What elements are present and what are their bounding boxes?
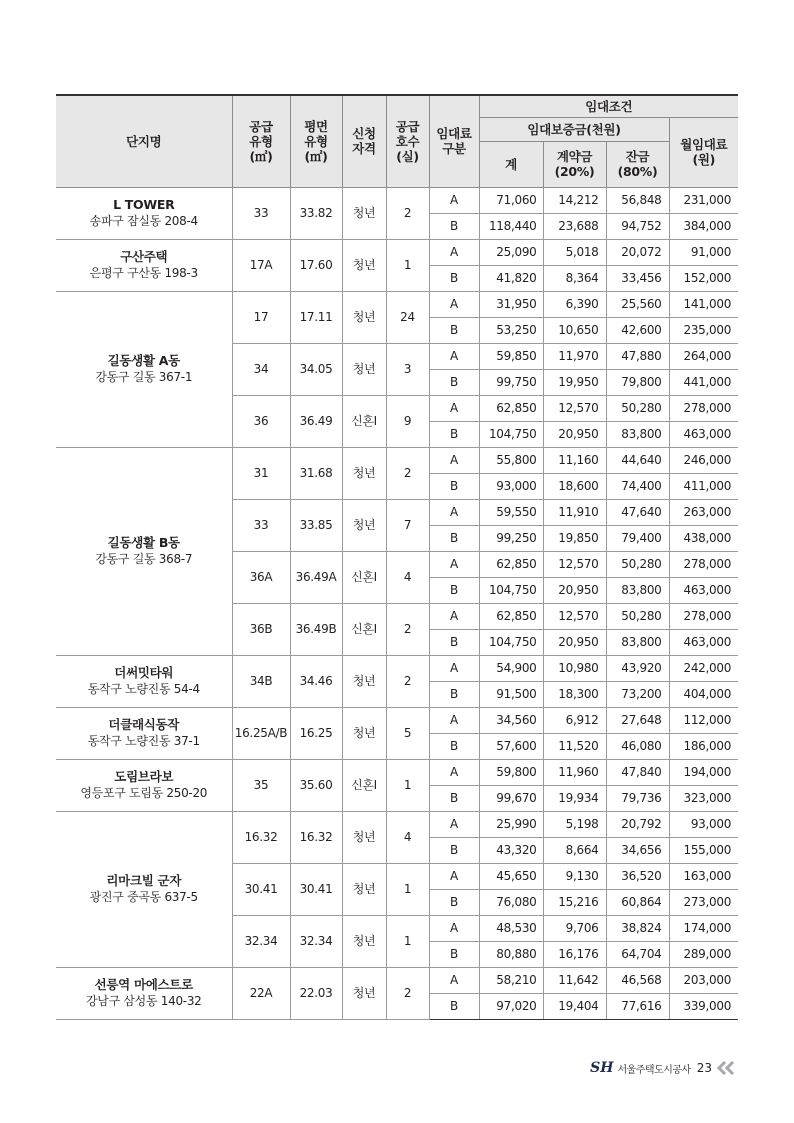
units-cell: 2 bbox=[386, 655, 429, 707]
balance-cell: 79,736 bbox=[606, 785, 669, 811]
deposit-total-cell: 57,600 bbox=[479, 733, 543, 759]
deposit-total-cell: 54,900 bbox=[479, 655, 543, 681]
monthly-rent-cell: 463,000 bbox=[669, 629, 738, 655]
deposit-total-cell: 62,850 bbox=[479, 395, 543, 421]
header-deposit-total: 계 bbox=[479, 141, 543, 187]
deposit-total-cell: 91,500 bbox=[479, 681, 543, 707]
supply-type-cell: 30.41 bbox=[232, 863, 290, 915]
complex-cell bbox=[56, 655, 232, 707]
header-monthly-rent: 월임대료 (원) bbox=[669, 117, 738, 187]
contract-cell: 6,390 bbox=[543, 291, 606, 317]
rental-conditions-table bbox=[56, 94, 738, 1020]
units-cell: 2 bbox=[386, 603, 429, 655]
contract-cell: 12,570 bbox=[543, 551, 606, 577]
rent-category-cell: B bbox=[429, 525, 479, 551]
org-name: 서울주택도시공사 bbox=[617, 1064, 691, 1076]
deposit-total-cell: 59,550 bbox=[479, 499, 543, 525]
contract-cell: 19,850 bbox=[543, 525, 606, 551]
rent-category-cell: B bbox=[429, 421, 479, 447]
balance-cell: 79,800 bbox=[606, 369, 669, 395]
rent-category-cell: B bbox=[429, 577, 479, 603]
contract-cell: 20,950 bbox=[543, 421, 606, 447]
balance-cell: 33,456 bbox=[606, 265, 669, 291]
monthly-rent-cell: 463,000 bbox=[669, 577, 738, 603]
deposit-total-cell: 59,800 bbox=[479, 759, 543, 785]
deposit-total-cell: 99,670 bbox=[479, 785, 543, 811]
complex-address: 동작구 노량진동 37-1 bbox=[87, 734, 200, 748]
qualification-cell: 청년 bbox=[342, 447, 386, 499]
supply-type-cell: 35 bbox=[232, 759, 290, 811]
monthly-rent-cell: 463,000 bbox=[669, 421, 738, 447]
qualification-cell: 신혼Ⅰ bbox=[342, 759, 386, 811]
supply-type-cell: 36B bbox=[232, 603, 290, 655]
complex-address: 강동구 길동 367-1 bbox=[95, 370, 193, 384]
balance-cell: 77,616 bbox=[606, 993, 669, 1019]
balance-cell: 83,800 bbox=[606, 629, 669, 655]
supply-type-cell: 16.25A/B bbox=[232, 707, 290, 759]
contract-cell: 9,130 bbox=[543, 863, 606, 889]
balance-cell: 20,072 bbox=[606, 239, 669, 265]
deposit-total-cell: 104,750 bbox=[479, 629, 543, 655]
complex-name: 리마크빌 군자 bbox=[106, 873, 182, 888]
monthly-rent-cell: 339,000 bbox=[669, 993, 738, 1019]
monthly-rent-cell: 91,000 bbox=[669, 239, 738, 265]
contract-cell: 16,176 bbox=[543, 941, 606, 967]
deposit-total-cell: 25,090 bbox=[479, 239, 543, 265]
supply-type-cell: 31 bbox=[232, 447, 290, 499]
rent-category-cell: B bbox=[429, 993, 479, 1019]
table-row bbox=[56, 967, 738, 993]
rent-category-cell: A bbox=[429, 655, 479, 681]
rent-category-cell: A bbox=[429, 499, 479, 525]
header-balance: 잔금 (80%) bbox=[606, 141, 669, 187]
page-footer bbox=[590, 1056, 738, 1080]
units-cell: 4 bbox=[386, 811, 429, 863]
monthly-rent-cell: 163,000 bbox=[669, 863, 738, 889]
balance-cell: 27,648 bbox=[606, 707, 669, 733]
area-type-cell: 16.32 bbox=[290, 811, 342, 863]
complex-name: L TOWER bbox=[113, 197, 175, 212]
contract-cell: 11,960 bbox=[543, 759, 606, 785]
qualification-cell: 청년 bbox=[342, 239, 386, 291]
supply-type-cell: 33 bbox=[232, 187, 290, 239]
balance-cell: 43,920 bbox=[606, 655, 669, 681]
rent-category-cell: A bbox=[429, 759, 479, 785]
deposit-total-cell: 99,750 bbox=[479, 369, 543, 395]
rent-category-cell: A bbox=[429, 967, 479, 993]
rent-category-cell: B bbox=[429, 369, 479, 395]
area-type-cell: 31.68 bbox=[290, 447, 342, 499]
contract-cell: 23,688 bbox=[543, 213, 606, 239]
monthly-rent-cell: 246,000 bbox=[669, 447, 738, 473]
rent-category-cell: A bbox=[429, 291, 479, 317]
complex-cell bbox=[56, 187, 232, 239]
table-row bbox=[56, 291, 738, 317]
header-qualification: 신청 자격 bbox=[342, 95, 386, 187]
complex-name: 길동생활 A동 bbox=[107, 353, 180, 368]
rent-category-cell: A bbox=[429, 343, 479, 369]
monthly-rent-cell: 174,000 bbox=[669, 915, 738, 941]
qualification-cell: 청년 bbox=[342, 967, 386, 1019]
area-type-cell: 16.25 bbox=[290, 707, 342, 759]
units-cell: 5 bbox=[386, 707, 429, 759]
deposit-total-cell: 31,950 bbox=[479, 291, 543, 317]
units-cell: 1 bbox=[386, 759, 429, 811]
table-row bbox=[56, 655, 738, 681]
contract-cell: 19,404 bbox=[543, 993, 606, 1019]
contract-cell: 19,950 bbox=[543, 369, 606, 395]
complex-cell bbox=[56, 811, 232, 967]
supply-type-cell: 32.34 bbox=[232, 915, 290, 967]
contract-cell: 18,300 bbox=[543, 681, 606, 707]
contract-cell: 5,018 bbox=[543, 239, 606, 265]
contract-cell: 20,950 bbox=[543, 577, 606, 603]
supply-type-cell: 17A bbox=[232, 239, 290, 291]
complex-name: 도림브라보 bbox=[114, 769, 174, 784]
balance-cell: 56,848 bbox=[606, 187, 669, 213]
monthly-rent-cell: 235,000 bbox=[669, 317, 738, 343]
header-complex: 단지명 bbox=[56, 95, 232, 187]
monthly-rent-cell: 93,000 bbox=[669, 811, 738, 837]
monthly-rent-cell: 231,000 bbox=[669, 187, 738, 213]
header-conditions: 임대조건 bbox=[479, 95, 738, 117]
qualification-cell: 청년 bbox=[342, 187, 386, 239]
monthly-rent-cell: 384,000 bbox=[669, 213, 738, 239]
table-row bbox=[56, 811, 738, 837]
area-type-cell: 36.49A bbox=[290, 551, 342, 603]
contract-cell: 20,950 bbox=[543, 629, 606, 655]
monthly-rent-cell: 273,000 bbox=[669, 889, 738, 915]
balance-cell: 38,824 bbox=[606, 915, 669, 941]
rent-category-cell: B bbox=[429, 317, 479, 343]
area-type-cell: 32.34 bbox=[290, 915, 342, 967]
rent-category-cell: A bbox=[429, 915, 479, 941]
contract-cell: 5,198 bbox=[543, 811, 606, 837]
balance-cell: 47,640 bbox=[606, 499, 669, 525]
monthly-rent-cell: 203,000 bbox=[669, 967, 738, 993]
deposit-total-cell: 104,750 bbox=[479, 421, 543, 447]
qualification-cell: 청년 bbox=[342, 655, 386, 707]
complex-address: 강남구 삼성동 140-32 bbox=[86, 994, 202, 1008]
monthly-rent-cell: 194,000 bbox=[669, 759, 738, 785]
supply-type-cell: 17 bbox=[232, 291, 290, 343]
units-cell: 1 bbox=[386, 863, 429, 915]
header-area-type: 평면 유형 (㎡) bbox=[290, 95, 342, 187]
deposit-total-cell: 41,820 bbox=[479, 265, 543, 291]
area-type-cell: 34.05 bbox=[290, 343, 342, 395]
table-row bbox=[56, 707, 738, 733]
rent-category-cell: B bbox=[429, 473, 479, 499]
complex-cell bbox=[56, 759, 232, 811]
balance-cell: 46,568 bbox=[606, 967, 669, 993]
units-cell: 2 bbox=[386, 967, 429, 1019]
deposit-total-cell: 71,060 bbox=[479, 187, 543, 213]
deposit-total-cell: 55,800 bbox=[479, 447, 543, 473]
deposit-total-cell: 80,880 bbox=[479, 941, 543, 967]
contract-cell: 11,642 bbox=[543, 967, 606, 993]
balance-cell: 94,752 bbox=[606, 213, 669, 239]
contract-cell: 11,910 bbox=[543, 499, 606, 525]
units-cell: 2 bbox=[386, 187, 429, 239]
table-row bbox=[56, 239, 738, 265]
balance-cell: 74,400 bbox=[606, 473, 669, 499]
deposit-total-cell: 48,530 bbox=[479, 915, 543, 941]
monthly-rent-cell: 141,000 bbox=[669, 291, 738, 317]
sh-logo: SH bbox=[590, 1060, 614, 1076]
qualification-cell: 신혼Ⅰ bbox=[342, 551, 386, 603]
qualification-cell: 신혼Ⅰ bbox=[342, 395, 386, 447]
balance-cell: 60,864 bbox=[606, 889, 669, 915]
area-type-cell: 17.11 bbox=[290, 291, 342, 343]
complex-name: 더클래식동작 bbox=[108, 717, 180, 732]
rent-category-cell: A bbox=[429, 187, 479, 213]
deposit-total-cell: 97,020 bbox=[479, 993, 543, 1019]
complex-cell bbox=[56, 239, 232, 291]
monthly-rent-cell: 289,000 bbox=[669, 941, 738, 967]
complex-address: 광진구 중곡동 637-5 bbox=[89, 890, 198, 904]
units-cell: 9 bbox=[386, 395, 429, 447]
monthly-rent-cell: 264,000 bbox=[669, 343, 738, 369]
monthly-rent-cell: 323,000 bbox=[669, 785, 738, 811]
area-type-cell: 30.41 bbox=[290, 863, 342, 915]
balance-cell: 25,560 bbox=[606, 291, 669, 317]
complex-name: 길동생활 B동 bbox=[107, 535, 180, 550]
contract-cell: 18,600 bbox=[543, 473, 606, 499]
monthly-rent-cell: 186,000 bbox=[669, 733, 738, 759]
qualification-cell: 청년 bbox=[342, 343, 386, 395]
deposit-total-cell: 58,210 bbox=[479, 967, 543, 993]
monthly-rent-cell: 242,000 bbox=[669, 655, 738, 681]
qualification-cell: 청년 bbox=[342, 863, 386, 915]
rent-category-cell: A bbox=[429, 239, 479, 265]
double-chevron-left-icon bbox=[716, 1061, 738, 1075]
supply-type-cell: 22A bbox=[232, 967, 290, 1019]
deposit-total-cell: 25,990 bbox=[479, 811, 543, 837]
units-cell: 2 bbox=[386, 447, 429, 499]
supply-type-cell: 16.32 bbox=[232, 811, 290, 863]
monthly-rent-cell: 278,000 bbox=[669, 551, 738, 577]
header-deposit: 임대보증금(천원) bbox=[479, 117, 669, 141]
rent-category-cell: A bbox=[429, 863, 479, 889]
table-body bbox=[56, 187, 738, 1019]
page-number: 23 bbox=[696, 1061, 712, 1075]
area-type-cell: 33.82 bbox=[290, 187, 342, 239]
deposit-total-cell: 59,850 bbox=[479, 343, 543, 369]
contract-cell: 6,912 bbox=[543, 707, 606, 733]
contract-cell: 8,664 bbox=[543, 837, 606, 863]
qualification-cell: 청년 bbox=[342, 499, 386, 551]
deposit-total-cell: 93,000 bbox=[479, 473, 543, 499]
units-cell: 3 bbox=[386, 343, 429, 395]
contract-cell: 12,570 bbox=[543, 395, 606, 421]
deposit-total-cell: 76,080 bbox=[479, 889, 543, 915]
complex-name: 더써밋타워 bbox=[114, 665, 174, 680]
rent-category-cell: A bbox=[429, 707, 479, 733]
units-cell: 24 bbox=[386, 291, 429, 343]
contract-cell: 15,216 bbox=[543, 889, 606, 915]
contract-cell: 10,980 bbox=[543, 655, 606, 681]
area-type-cell: 22.03 bbox=[290, 967, 342, 1019]
supply-type-cell: 36 bbox=[232, 395, 290, 447]
qualification-cell: 청년 bbox=[342, 707, 386, 759]
complex-cell bbox=[56, 447, 232, 655]
area-type-cell: 35.60 bbox=[290, 759, 342, 811]
deposit-total-cell: 99,250 bbox=[479, 525, 543, 551]
deposit-total-cell: 118,440 bbox=[479, 213, 543, 239]
units-cell: 7 bbox=[386, 499, 429, 551]
monthly-rent-cell: 411,000 bbox=[669, 473, 738, 499]
complex-cell bbox=[56, 967, 232, 1019]
deposit-total-cell: 62,850 bbox=[479, 551, 543, 577]
monthly-rent-cell: 438,000 bbox=[669, 525, 738, 551]
balance-cell: 50,280 bbox=[606, 551, 669, 577]
balance-cell: 20,792 bbox=[606, 811, 669, 837]
supply-type-cell: 33 bbox=[232, 499, 290, 551]
balance-cell: 46,080 bbox=[606, 733, 669, 759]
contract-cell: 10,650 bbox=[543, 317, 606, 343]
rent-category-cell: A bbox=[429, 811, 479, 837]
complex-address: 영등포구 도림동 250-20 bbox=[80, 786, 208, 800]
header-rent-category: 임대료 구분 bbox=[429, 95, 479, 187]
balance-cell: 64,704 bbox=[606, 941, 669, 967]
rent-category-cell: B bbox=[429, 837, 479, 863]
rent-category-cell: B bbox=[429, 265, 479, 291]
monthly-rent-cell: 155,000 bbox=[669, 837, 738, 863]
monthly-rent-cell: 278,000 bbox=[669, 395, 738, 421]
balance-cell: 34,656 bbox=[606, 837, 669, 863]
units-cell: 4 bbox=[386, 551, 429, 603]
deposit-total-cell: 104,750 bbox=[479, 577, 543, 603]
contract-cell: 11,520 bbox=[543, 733, 606, 759]
table-row bbox=[56, 447, 738, 473]
contract-cell: 11,160 bbox=[543, 447, 606, 473]
monthly-rent-cell: 278,000 bbox=[669, 603, 738, 629]
deposit-total-cell: 43,320 bbox=[479, 837, 543, 863]
qualification-cell: 신혼Ⅰ bbox=[342, 603, 386, 655]
rent-category-cell: B bbox=[429, 941, 479, 967]
qualification-cell: 청년 bbox=[342, 291, 386, 343]
contract-cell: 14,212 bbox=[543, 187, 606, 213]
balance-cell: 42,600 bbox=[606, 317, 669, 343]
monthly-rent-cell: 404,000 bbox=[669, 681, 738, 707]
rent-category-cell: B bbox=[429, 785, 479, 811]
contract-cell: 12,570 bbox=[543, 603, 606, 629]
qualification-cell: 청년 bbox=[342, 915, 386, 967]
balance-cell: 47,840 bbox=[606, 759, 669, 785]
table-row bbox=[56, 187, 738, 213]
supply-type-cell: 34B bbox=[232, 655, 290, 707]
balance-cell: 36,520 bbox=[606, 863, 669, 889]
area-type-cell: 33.85 bbox=[290, 499, 342, 551]
balance-cell: 44,640 bbox=[606, 447, 669, 473]
rent-category-cell: A bbox=[429, 447, 479, 473]
complex-address: 송파구 잠실동 208-4 bbox=[89, 214, 198, 228]
rent-category-cell: B bbox=[429, 889, 479, 915]
balance-cell: 50,280 bbox=[606, 395, 669, 421]
units-cell: 1 bbox=[386, 239, 429, 291]
rent-category-cell: A bbox=[429, 551, 479, 577]
balance-cell: 50,280 bbox=[606, 603, 669, 629]
complex-cell bbox=[56, 707, 232, 759]
area-type-cell: 17.60 bbox=[290, 239, 342, 291]
monthly-rent-cell: 263,000 bbox=[669, 499, 738, 525]
complex-name: 구산주택 bbox=[120, 249, 168, 264]
rent-category-cell: A bbox=[429, 395, 479, 421]
complex-address: 강동구 길동 368-7 bbox=[95, 552, 193, 566]
qualification-cell: 청년 bbox=[342, 811, 386, 863]
complex-name: 선릉역 마에스트로 bbox=[94, 977, 193, 992]
balance-cell: 79,400 bbox=[606, 525, 669, 551]
rent-category-cell: B bbox=[429, 681, 479, 707]
balance-cell: 73,200 bbox=[606, 681, 669, 707]
contract-cell: 11,970 bbox=[543, 343, 606, 369]
monthly-rent-cell: 152,000 bbox=[669, 265, 738, 291]
deposit-total-cell: 45,650 bbox=[479, 863, 543, 889]
complex-address: 은평구 구산동 198-3 bbox=[89, 266, 198, 280]
contract-cell: 8,364 bbox=[543, 265, 606, 291]
complex-cell bbox=[56, 291, 232, 447]
header-supply-type: 공급 유형 (㎡) bbox=[232, 95, 290, 187]
monthly-rent-cell: 441,000 bbox=[669, 369, 738, 395]
area-type-cell: 36.49B bbox=[290, 603, 342, 655]
area-type-cell: 34.46 bbox=[290, 655, 342, 707]
deposit-total-cell: 62,850 bbox=[479, 603, 543, 629]
rent-category-cell: B bbox=[429, 213, 479, 239]
complex-address: 동작구 노량진동 54-4 bbox=[87, 682, 200, 696]
rent-category-cell: A bbox=[429, 603, 479, 629]
supply-type-cell: 36A bbox=[232, 551, 290, 603]
header-units: 공급 호수 (실) bbox=[386, 95, 429, 187]
contract-cell: 19,934 bbox=[543, 785, 606, 811]
contract-cell: 9,706 bbox=[543, 915, 606, 941]
rent-category-cell: B bbox=[429, 629, 479, 655]
rent-category-cell: B bbox=[429, 733, 479, 759]
table-row bbox=[56, 759, 738, 785]
supply-type-cell: 34 bbox=[232, 343, 290, 395]
balance-cell: 47,880 bbox=[606, 343, 669, 369]
header-contract: 계약금 (20%) bbox=[543, 141, 606, 187]
balance-cell: 83,800 bbox=[606, 577, 669, 603]
deposit-total-cell: 53,250 bbox=[479, 317, 543, 343]
units-cell: 1 bbox=[386, 915, 429, 967]
deposit-total-cell: 34,560 bbox=[479, 707, 543, 733]
monthly-rent-cell: 112,000 bbox=[669, 707, 738, 733]
balance-cell: 83,800 bbox=[606, 421, 669, 447]
area-type-cell: 36.49 bbox=[290, 395, 342, 447]
